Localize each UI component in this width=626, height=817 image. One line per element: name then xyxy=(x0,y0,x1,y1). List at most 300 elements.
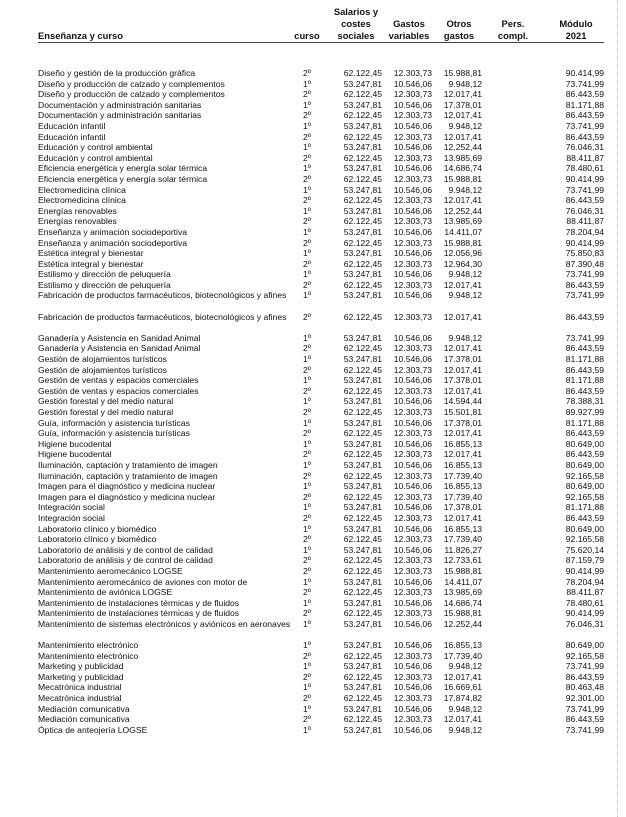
row-modulo: 80.463,48 xyxy=(565,682,604,693)
table-row xyxy=(0,407,626,418)
row-curso: 1º xyxy=(303,618,311,629)
row-modulo: 86.443,59 xyxy=(565,428,604,439)
row-salarios: 62.122,45 xyxy=(343,555,382,566)
row-name: Marketing y publicidad xyxy=(38,671,124,682)
row-otros: 12.964,30 xyxy=(443,258,482,269)
row-curso: 2º xyxy=(303,587,311,598)
row-modulo: 73.741,99 xyxy=(565,184,604,195)
table-row xyxy=(0,238,626,249)
row-name: Estética integral y bienestar xyxy=(38,258,144,269)
row-otros: 12.017,41 xyxy=(443,449,482,460)
table-body xyxy=(0,68,626,735)
table-row xyxy=(0,492,626,503)
row-name: Estética integral y bienestar xyxy=(38,248,144,259)
table-row xyxy=(0,545,626,556)
table-row xyxy=(0,524,626,535)
row-curso: 2º xyxy=(303,258,311,269)
row-name: Fabricación de productos farmacéuticos, biotecnológicos y afines xyxy=(38,290,287,301)
row-gastos: 10.546,06 xyxy=(393,396,432,407)
row-modulo: 86.443,59 xyxy=(565,671,604,682)
row-name: Mantenimiento de aviónica LOGSE xyxy=(38,587,173,598)
row-salarios: 53.247,81 xyxy=(343,661,382,672)
row-gastos: 12.303,73 xyxy=(393,364,432,375)
row-curso: 1º xyxy=(303,205,311,216)
row-name: Higiene bucodental xyxy=(38,438,112,449)
row-salarios: 62.122,45 xyxy=(343,216,382,227)
header-ensenanza: Enseñanza y curso xyxy=(38,30,123,41)
row-modulo: 90.414,99 xyxy=(565,237,604,248)
row-salarios: 53.247,81 xyxy=(343,120,382,131)
row-gastos: 10.546,06 xyxy=(393,120,432,131)
row-otros: 12.056,96 xyxy=(443,248,482,259)
row-otros: 17.378,01 xyxy=(443,99,482,110)
table-row xyxy=(0,502,626,513)
row-gastos: 12.303,73 xyxy=(393,237,432,248)
row-otros: 9.948,12 xyxy=(448,184,482,195)
row-salarios: 62.122,45 xyxy=(343,311,382,322)
row-gastos: 10.546,06 xyxy=(393,142,432,153)
header-curso: curso xyxy=(294,30,320,41)
row-salarios: 62.122,45 xyxy=(343,650,382,661)
row-gastos: 12.303,73 xyxy=(393,650,432,661)
row-gastos: 10.546,06 xyxy=(393,184,432,195)
row-gastos: 12.303,73 xyxy=(393,173,432,184)
table-row xyxy=(0,142,626,153)
row-name: Mantenimiento electrónico xyxy=(38,640,139,651)
row-otros: 16.669,61 xyxy=(443,682,482,693)
row-otros: 9.948,12 xyxy=(448,661,482,672)
row-salarios: 53.247,81 xyxy=(343,290,382,301)
row-modulo: 81.171,88 xyxy=(565,417,604,428)
table-row xyxy=(0,100,626,111)
row-curso: 2º xyxy=(303,173,311,184)
row-gastos: 12.303,73 xyxy=(393,671,432,682)
row-modulo: 86.443,59 xyxy=(565,311,604,322)
row-curso: 1º xyxy=(303,163,311,174)
row-modulo: 86.443,59 xyxy=(565,195,604,206)
row-curso: 1º xyxy=(303,184,311,195)
table-row xyxy=(0,343,626,354)
row-otros: 15.988,81 xyxy=(443,565,482,576)
row-gastos: 12.303,73 xyxy=(393,258,432,269)
row-gastos: 10.546,06 xyxy=(393,269,432,280)
row-gastos: 12.303,73 xyxy=(393,587,432,598)
table-row xyxy=(0,460,626,471)
row-otros: 17.739,40 xyxy=(443,534,482,545)
table-row xyxy=(0,89,626,100)
row-modulo: 86.443,59 xyxy=(565,364,604,375)
row-modulo: 92.165,58 xyxy=(565,470,604,481)
row-salarios: 62.122,45 xyxy=(343,512,382,523)
table-row xyxy=(0,248,626,259)
row-gastos: 12.303,73 xyxy=(393,470,432,481)
table-row xyxy=(0,672,626,683)
row-name: Documentación y administración sanitarias xyxy=(38,110,202,121)
table-row xyxy=(0,693,626,704)
row-curso: 2º xyxy=(303,216,311,227)
row-gastos: 10.546,06 xyxy=(393,99,432,110)
row-gastos: 12.303,73 xyxy=(393,512,432,523)
row-curso: 1º xyxy=(303,459,311,470)
table-row xyxy=(0,290,626,311)
row-gastos: 12.303,73 xyxy=(393,68,432,78)
header-rule xyxy=(38,42,604,43)
header-salarios-line1: Salarios y xyxy=(333,6,379,17)
row-modulo: 73.741,99 xyxy=(565,724,604,735)
row-salarios: 53.247,81 xyxy=(343,205,382,216)
row-salarios: 62.122,45 xyxy=(343,364,382,375)
row-gastos: 12.303,73 xyxy=(393,385,432,396)
row-otros: 9.948,12 xyxy=(448,269,482,280)
row-name: Gestión de ventas y espacios comerciales xyxy=(38,385,199,396)
row-name: Mediación comunicativa xyxy=(38,703,130,714)
row-otros: 17.739,40 xyxy=(443,491,482,502)
table-row xyxy=(0,312,626,333)
table-row xyxy=(0,598,626,609)
row-gastos: 12.303,73 xyxy=(393,608,432,619)
row-gastos: 10.546,06 xyxy=(393,417,432,428)
row-curso: 2º xyxy=(303,195,311,206)
row-gastos: 12.303,73 xyxy=(393,565,432,576)
row-otros: 12.017,41 xyxy=(443,364,482,375)
row-modulo: 92.301,00 xyxy=(565,693,604,704)
row-curso: 2º xyxy=(303,68,311,78)
row-name: Educación infantil xyxy=(38,131,106,142)
row-gastos: 10.546,06 xyxy=(393,332,432,343)
row-salarios: 62.122,45 xyxy=(343,470,382,481)
row-name: Laboratorio clínico y biomédico xyxy=(38,534,157,545)
row-curso: 1º xyxy=(303,703,311,714)
row-name: Energías renovables xyxy=(38,205,117,216)
table-row xyxy=(0,682,626,693)
row-gastos: 12.303,73 xyxy=(393,693,432,704)
row-curso: 2º xyxy=(303,311,311,322)
row-gastos: 10.546,06 xyxy=(393,618,432,629)
table-row xyxy=(0,174,626,185)
row-name: Ganadería y Asistencia en Sanidad Animal xyxy=(38,332,201,343)
row-salarios: 62.122,45 xyxy=(343,449,382,460)
row-curso: 1º xyxy=(303,290,311,301)
row-curso: 1º xyxy=(303,576,311,587)
row-otros: 17.874,82 xyxy=(443,693,482,704)
row-gastos: 10.546,06 xyxy=(393,682,432,693)
row-salarios: 62.122,45 xyxy=(343,279,382,290)
row-name: Mantenimiento de sistemas electrónicos y aviónicos en aeronaves xyxy=(38,618,291,629)
row-gastos: 10.546,06 xyxy=(393,163,432,174)
row-gastos: 12.303,73 xyxy=(393,491,432,502)
row-modulo: 75.850,83 xyxy=(565,248,604,259)
table-row xyxy=(0,555,626,566)
row-modulo: 88.411,87 xyxy=(566,152,604,163)
row-curso: 1º xyxy=(303,661,311,672)
row-curso: 1º xyxy=(303,544,311,555)
row-modulo: 86.443,59 xyxy=(565,714,604,725)
row-curso: 2º xyxy=(303,714,311,725)
row-salarios: 62.122,45 xyxy=(343,714,382,725)
row-salarios: 53.247,81 xyxy=(343,618,382,629)
row-salarios: 62.122,45 xyxy=(343,258,382,269)
row-gastos: 12.303,73 xyxy=(393,343,432,354)
row-otros: 14.411,07 xyxy=(444,226,482,237)
row-salarios: 62.122,45 xyxy=(343,173,382,184)
row-curso: 1º xyxy=(303,332,311,343)
row-otros: 12.017,41 xyxy=(443,385,482,396)
row-modulo: 86.443,59 xyxy=(565,110,604,121)
row-modulo: 78.480,61 xyxy=(565,597,604,608)
table-row xyxy=(0,259,626,270)
row-otros: 16.855,13 xyxy=(443,481,482,492)
row-gastos: 12.303,73 xyxy=(393,449,432,460)
row-modulo: 87.390,48 xyxy=(565,258,604,269)
row-otros: 17.378,01 xyxy=(443,502,482,513)
row-name: Mecatrónica industrial xyxy=(38,682,122,693)
row-gastos: 12.303,73 xyxy=(393,428,432,439)
row-name: Energías renovables xyxy=(38,216,117,227)
header-otros-line2: gastos xyxy=(443,30,475,41)
row-name: Mantenimiento aeromecánico LOGSE xyxy=(38,565,183,576)
row-modulo: 86.443,59 xyxy=(565,449,604,460)
row-modulo: 81.171,88 xyxy=(565,375,604,386)
row-salarios: 62.122,45 xyxy=(343,587,382,598)
row-curso: 2º xyxy=(303,279,311,290)
row-curso: 2º xyxy=(303,565,311,576)
row-salarios: 53.247,81 xyxy=(343,354,382,365)
row-modulo: 87.159,79 xyxy=(565,555,604,566)
table-row xyxy=(0,206,626,217)
header-salarios-line2: costes xyxy=(341,18,371,29)
table-row xyxy=(0,79,626,90)
row-otros: 9.948,12 xyxy=(448,78,482,89)
row-curso: 2º xyxy=(303,364,311,375)
row-salarios: 53.247,81 xyxy=(343,332,382,343)
header-pers-line2: compl. xyxy=(497,30,529,41)
row-salarios: 53.247,81 xyxy=(343,184,382,195)
row-gastos: 12.303,73 xyxy=(393,152,432,163)
row-otros: 17.739,40 xyxy=(443,470,482,481)
row-name: Educación y control ambiental xyxy=(38,142,153,153)
row-gastos: 10.546,06 xyxy=(393,661,432,672)
table-row xyxy=(0,386,626,397)
row-curso: 2º xyxy=(303,131,311,142)
row-gastos: 10.546,06 xyxy=(393,354,432,365)
row-otros: 9.948,12 xyxy=(448,703,482,714)
table-row xyxy=(0,566,626,577)
row-modulo: 73.741,99 xyxy=(565,703,604,714)
row-curso: 2º xyxy=(303,650,311,661)
table-row xyxy=(0,471,626,482)
row-salarios: 53.247,81 xyxy=(343,703,382,714)
row-curso: 2º xyxy=(303,449,311,460)
row-name: Ganadería y Asistencia en Sanidad Animal xyxy=(38,343,201,354)
table-row xyxy=(0,396,626,407)
row-curso: 2º xyxy=(303,534,311,545)
row-modulo: 90.414,99 xyxy=(565,565,604,576)
row-curso: 2º xyxy=(303,470,311,481)
row-name: Eficiencia energética y energía solar térmica xyxy=(38,163,208,174)
table-row xyxy=(0,481,626,492)
row-salarios: 53.247,81 xyxy=(343,459,382,470)
row-modulo: 92.165,58 xyxy=(565,650,604,661)
row-salarios: 53.247,81 xyxy=(343,724,382,735)
row-name: Integración social xyxy=(38,502,105,513)
header-pers-line1: Pers. xyxy=(501,18,525,29)
row-name: Enseñanza y animación sociodeportiva xyxy=(38,237,188,248)
row-otros: 12.733,61 xyxy=(443,555,482,566)
row-curso: 1º xyxy=(303,248,311,259)
row-otros: 15.988,81 xyxy=(443,173,482,184)
table-row xyxy=(0,725,626,736)
row-salarios: 62.122,45 xyxy=(343,110,382,121)
row-otros: 12.017,41 xyxy=(443,512,482,523)
row-otros: 14.411,07 xyxy=(444,576,482,587)
row-curso: 1º xyxy=(303,354,311,365)
row-curso: 2º xyxy=(303,608,311,619)
row-modulo: 76.046,31 xyxy=(565,142,604,153)
row-salarios: 62.122,45 xyxy=(343,131,382,142)
row-modulo: 76.046,31 xyxy=(565,618,604,629)
row-name: Enseñanza y animación sociodeportiva xyxy=(38,226,188,237)
row-modulo: 80.649,00 xyxy=(565,459,604,470)
row-otros: 16.855,13 xyxy=(443,640,482,651)
row-salarios: 53.247,81 xyxy=(343,269,382,280)
row-salarios: 62.122,45 xyxy=(343,491,382,502)
row-otros: 12.017,41 xyxy=(443,110,482,121)
row-salarios: 53.247,81 xyxy=(343,375,382,386)
row-name: Mecatrónica industrial xyxy=(38,693,122,704)
row-curso: 2º xyxy=(303,343,311,354)
table-row xyxy=(0,163,626,174)
row-salarios: 62.122,45 xyxy=(343,343,382,354)
row-otros: 12.252,44 xyxy=(443,142,482,153)
row-salarios: 62.122,45 xyxy=(343,89,382,100)
row-gastos: 10.546,06 xyxy=(393,248,432,259)
row-otros: 15.988,81 xyxy=(443,237,482,248)
row-salarios: 62.122,45 xyxy=(343,407,382,417)
row-gastos: 12.303,73 xyxy=(393,407,432,417)
row-otros: 12.252,44 xyxy=(443,618,482,629)
table-row xyxy=(0,513,626,524)
row-curso: 2º xyxy=(303,110,311,121)
row-modulo: 73.741,99 xyxy=(565,661,604,672)
row-salarios: 53.247,81 xyxy=(343,78,382,89)
right-margin-dots xyxy=(617,0,618,817)
row-name: Óptica de anteojería LOGSE xyxy=(38,724,148,735)
row-otros: 9.948,12 xyxy=(448,724,482,735)
row-curso: 2º xyxy=(303,152,311,163)
table-row xyxy=(0,449,626,460)
row-curso: 2º xyxy=(303,237,311,248)
table-row xyxy=(0,661,626,672)
row-name: Iluminación, captación y tratamiento de imagen xyxy=(38,470,218,481)
row-modulo: 89.927,99 xyxy=(565,407,604,417)
row-salarios: 53.247,81 xyxy=(343,576,382,587)
table-row xyxy=(0,354,626,365)
table-row xyxy=(0,68,626,79)
row-name: Diseño y producción de calzado y complementos xyxy=(38,89,225,100)
table-row xyxy=(0,418,626,429)
row-curso: 2º xyxy=(303,385,311,396)
row-gastos: 10.546,06 xyxy=(393,703,432,714)
row-otros: 17.378,01 xyxy=(443,354,482,365)
table-row xyxy=(0,375,626,386)
row-otros: 13.985,69 xyxy=(443,216,482,227)
row-name: Documentación y administración sanitarias xyxy=(38,99,202,110)
row-gastos: 12.303,73 xyxy=(393,555,432,566)
row-name: Imagen para el diagnóstico y medicina nuclear xyxy=(38,491,216,502)
row-modulo: 86.443,59 xyxy=(565,385,604,396)
row-salarios: 53.247,81 xyxy=(343,640,382,651)
row-otros: 12.017,41 xyxy=(443,714,482,725)
row-modulo: 78.204,94 xyxy=(565,576,604,587)
row-otros: 14.594,44 xyxy=(443,396,482,407)
header-modulo-line2: 2021 xyxy=(565,30,587,41)
row-modulo: 76.046,31 xyxy=(565,205,604,216)
row-gastos: 10.546,06 xyxy=(393,597,432,608)
row-salarios: 53.247,81 xyxy=(343,682,382,693)
row-salarios: 62.122,45 xyxy=(343,152,382,163)
row-otros: 13.985,69 xyxy=(443,587,482,598)
row-curso: 1º xyxy=(303,142,311,153)
row-gastos: 10.546,06 xyxy=(393,724,432,735)
row-name: Electromedicina clínica xyxy=(38,184,126,195)
row-salarios: 53.247,81 xyxy=(343,438,382,449)
row-otros: 12.017,41 xyxy=(443,131,482,142)
row-name: Mantenimiento aeromecánico de aviones con motor de xyxy=(38,576,248,587)
row-gastos: 10.546,06 xyxy=(393,523,432,534)
row-name: Estilismo y dirección de peluquería xyxy=(38,279,171,290)
row-otros: 17.378,01 xyxy=(443,375,482,386)
row-modulo: 81.171,88 xyxy=(565,354,604,365)
row-modulo: 73.741,99 xyxy=(565,78,604,89)
table-row xyxy=(0,619,626,640)
row-name: Educación infantil xyxy=(38,120,106,131)
table-row xyxy=(0,428,626,439)
row-curso: 1º xyxy=(303,724,311,735)
row-gastos: 10.546,06 xyxy=(393,226,432,237)
row-salarios: 62.122,45 xyxy=(343,608,382,619)
row-modulo: 80.649,00 xyxy=(565,481,604,492)
row-name: Diseño y gestión de la producción gráfica xyxy=(38,68,196,78)
table-row xyxy=(0,587,626,598)
row-curso: 1º xyxy=(303,269,311,280)
row-name: Laboratorio clínico y biomédico xyxy=(38,523,157,534)
row-gastos: 12.303,73 xyxy=(393,534,432,545)
row-curso: 2º xyxy=(303,428,311,439)
row-gastos: 10.546,06 xyxy=(393,290,432,301)
row-modulo: 80.649,00 xyxy=(565,523,604,534)
row-salarios: 62.122,45 xyxy=(343,671,382,682)
row-modulo: 86.443,59 xyxy=(565,89,604,100)
row-salarios: 53.247,81 xyxy=(343,523,382,534)
table-row xyxy=(0,365,626,376)
row-otros: 15.501,81 xyxy=(443,407,482,417)
row-modulo: 86.443,59 xyxy=(565,131,604,142)
row-modulo: 86.443,59 xyxy=(565,512,604,523)
row-gastos: 10.546,06 xyxy=(393,459,432,470)
row-curso: 1º xyxy=(303,597,311,608)
row-otros: 12.017,41 xyxy=(443,428,482,439)
row-curso: 2º xyxy=(303,89,311,100)
table-row xyxy=(0,439,626,450)
row-gastos: 12.303,73 xyxy=(393,131,432,142)
row-gastos: 12.303,73 xyxy=(393,311,432,322)
row-salarios: 53.247,81 xyxy=(343,597,382,608)
row-otros: 17.378,01 xyxy=(443,417,482,428)
row-curso: 1º xyxy=(303,226,311,237)
table-row xyxy=(0,216,626,227)
row-name: Laboratorio de análisis y de control de calidad xyxy=(38,544,213,555)
row-curso: 1º xyxy=(303,502,311,513)
